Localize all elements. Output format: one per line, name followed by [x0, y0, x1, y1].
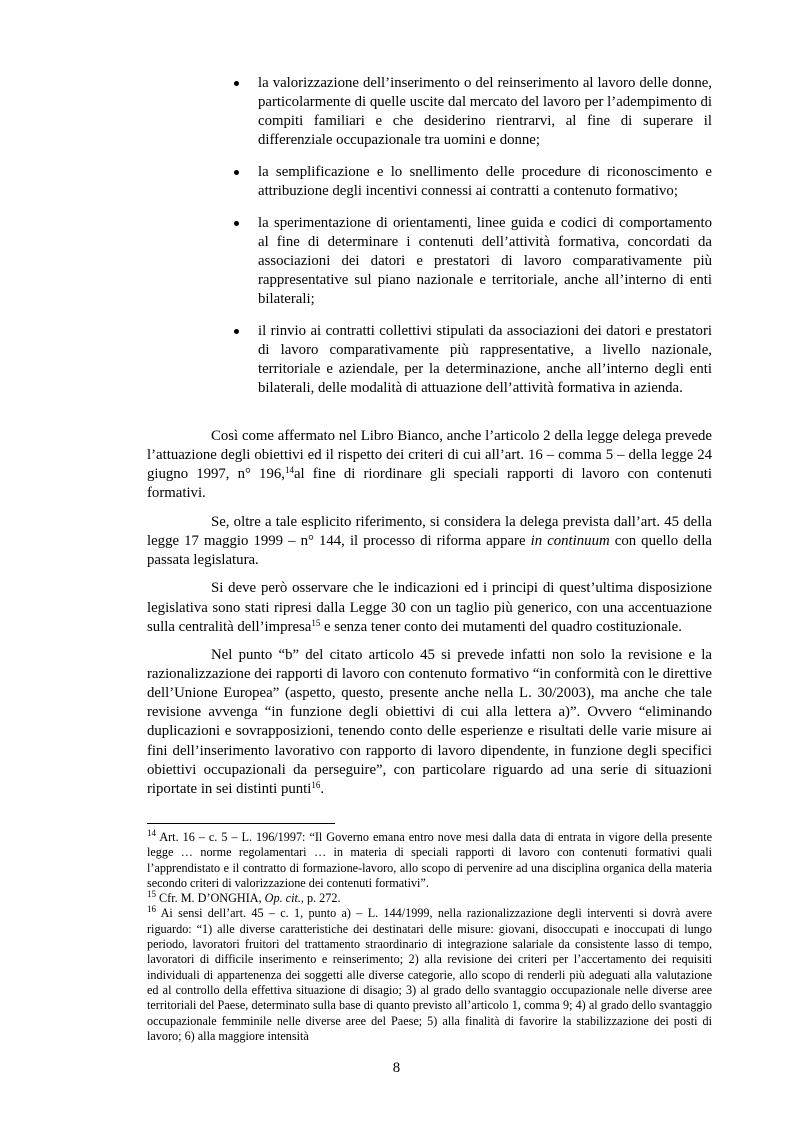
bullet-icon	[234, 329, 239, 334]
footnotes	[147, 830, 712, 1044]
footnote-ref-15[interactable]: 15	[311, 617, 321, 628]
bullet-icon	[234, 170, 239, 175]
paragraph-articolo-45: Nel punto “b” del citato articolo 45 si prevede infatti non solo la revisione e la razionalizzazione dei rapporti di lavoro con contenuto formativo “in conformità con le direttive dell’Unione Europea” (aspetto, questo, presente anche nella L. 30/2003), ma anche che tale revisione avvenga “in funzione degli obiettivi di cui alla lettera a)”. Ovvero “eliminando duplicazioni e sovrapposizioni, tenendo conto delle esperienze e risultati delle varie misure ai fini dell’inserimento lavorativo con rapporto di lavoro dipendente, in funzione degli specifici obiettivi occupazionali da perseguire”, con particolare riguardo ad una serie di situazioni riportate in sei distinti punti$^{16}$.	[147, 647, 712, 797]
footnote-ref-16[interactable]: 16	[311, 779, 321, 790]
list-item	[258, 163, 712, 201]
body-text	[147, 427, 712, 808]
list-item	[258, 322, 712, 398]
list-item	[258, 74, 712, 150]
footnote-separator	[147, 823, 335, 824]
list-item	[258, 214, 712, 309]
footnote-ref-14[interactable]: 14	[284, 465, 294, 476]
bullet-text: la semplificazione e lo snellimento delle procedure di riconoscimento e attribuzione degli incentivi connessi ai contratti a contenuto formativo;	[258, 163, 712, 200]
bullet-text: la sperimentazione di orientamenti, linee guida e codici di comportamento al fine di determinare i contenuti dell’attività formativa, concordati da associazioni dei datori e prestatori di lavoro comparativamente più rappresentative sul piano nazionale e territoriale, anche all’interno di enti bilaterali;	[258, 214, 712, 308]
footnote-15: $^{15}$ Cfr. M. D’ONGHIA, Op. cit., p. 272.	[147, 889, 341, 906]
page-number: 8	[392, 1060, 401, 1076]
footnote-14: $^{14}$ Art. 16 – c. 5 – L. 196/1997: “Il Governo emana entro nove mesi dalla data di entrata in vigore della presente legge … norme regolamentari … in materia di speciali rapporti di lavoro con contenuti formativi quali l’apprendistato e il contratto di formazione-lavoro, allo scopo di pervenire ad una disciplina organica della materia secondo criteri di valorizzazione dei contenuti formativi”.	[147, 828, 712, 890]
bullet-text: la valorizzazione dell’inserimento o del reinserimento al lavoro delle donne, particolarmente di quelle uscite dal mercato del lavoro per l’adempimento di compiti familiari e che desiderino rientrarvi, al fine di superare il differenziale occupazionale tra uomini e donne;	[258, 75, 712, 149]
bullet-icon	[234, 81, 239, 86]
paragraph-delega: Se, oltre a tale esplicito riferimento, si considera la delega prevista dall’art. 45 della legge 17 maggio 1999 – n° 144, il processo di riforma appare in continuum con quello della passata legislatura.	[147, 513, 712, 568]
bullet-icon	[234, 221, 239, 226]
paragraph-osservazione: Si deve però osservare che le indicazioni ed i principi di quest’ultima disposizione legislativa sono stati ripresi dalla Legge 30 con un taglio più generico, con una accentuazione sulla centralità dell’impresa$^{15}$ e senza tener conto dei mutamenti del quadro costituzionale.	[147, 580, 712, 635]
paragraph-libro-bianco: Così come affermato nel Libro Bianco, anche l’articolo 2 della legge delega prevede l’attuazione degli obiettivi ed il rispetto dei criteri di cui all’art. 16 – comma 5 – della legge 24 giugno 1997, n° 196,14al fine di riordinare gli speciali rapporti di lavoro con contenuti formativi.	[147, 428, 712, 502]
bullet-list	[258, 74, 712, 411]
bullet-text: il rinvio ai contratti collettivi stipulati da associazioni dei datori e prestatori di lavoro comparativamente più rappresentative, a livello nazionale, territoriale e aziendale, per la determinazione, anche all’interno degli enti bilaterali, delle modalità di attuazione dell’attività formativa in azienda.	[258, 322, 712, 397]
footnote-16: $^{16}$ Ai sensi dell’art. 45 – c. 1, punto a) – L. 144/1999, nella razionalizzazione degli interventi si dovrà avere riguardo: “1) alle diverse caratteristiche dei destinatari delle misure: giovani, disoccupati e inoccupati di lungo periodo, lavoratori fruitori del trattamento straordinario di integrazione salariale da consistente lasso di tempo, lavoratori di difficile inserimento e reinserimento; 2) alla revisione dei criteri per l’accertamento dei requisiti individuali di appartenenza dei soggetti alle diverse categorie, allo scopo di renderli più adeguati alla valutazione ed al controllo della effettiva situazione di disagio; 3) al grado dello svantaggio occupazionale nelle diverse aree territoriali del Paese, determinato sulla base di quanto previsto all’articolo 1, comma 9; 4) al grado dello svantaggio occupazionale femminile nelle diverse aree del Paese; 5) alla finalità di favorire la stabilizzazione dei posti di lavoro; 6) alla maggiore intensità	[147, 904, 712, 1043]
